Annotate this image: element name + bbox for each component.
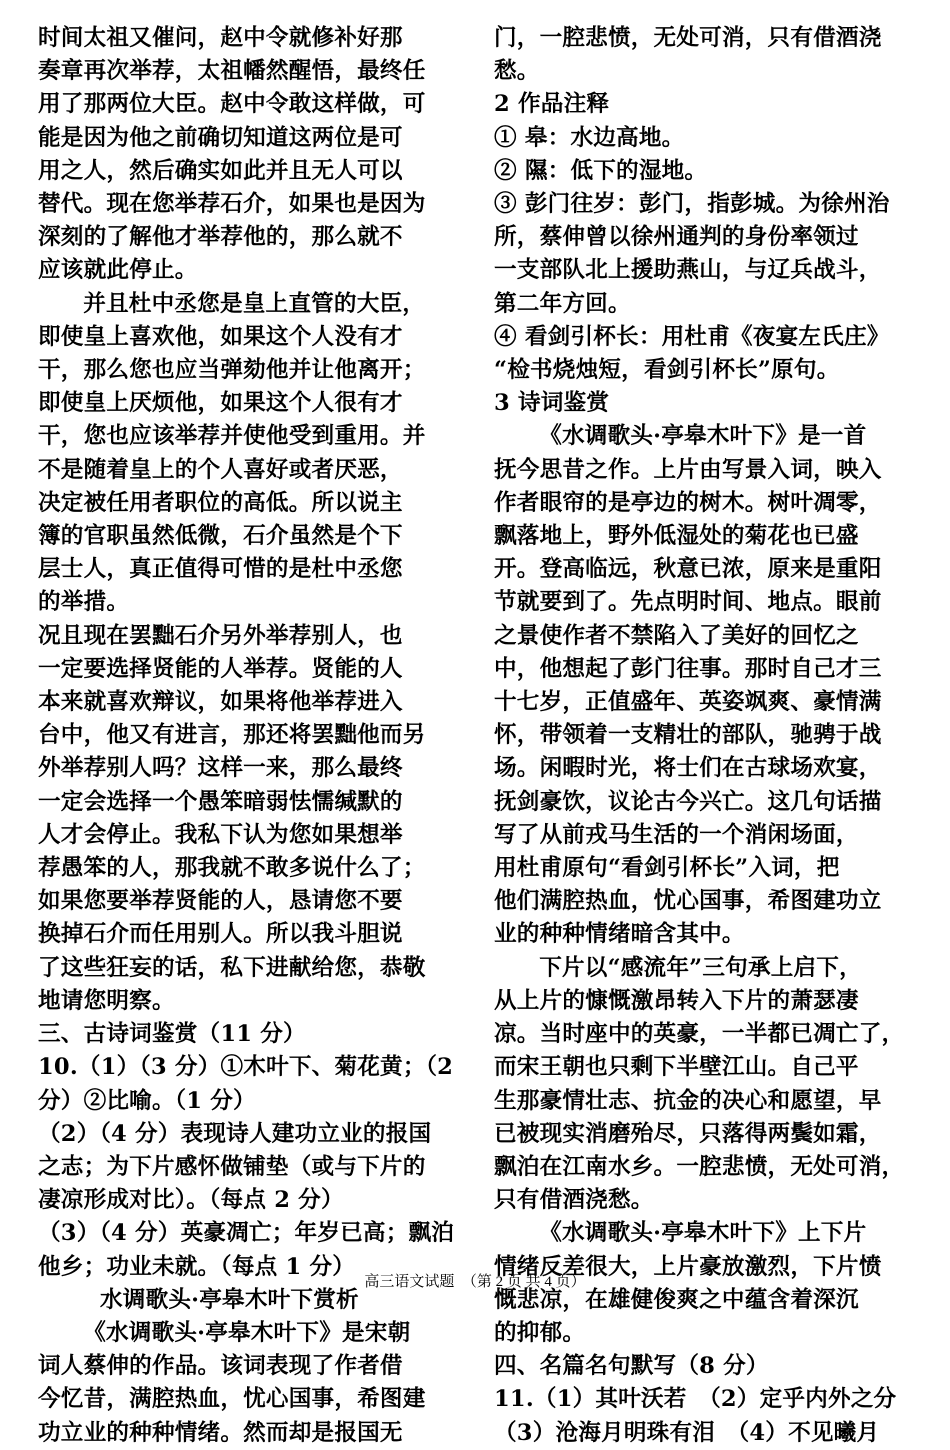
text-line: 外举荐别人吗？这样一来，那么最终: [38, 755, 403, 782]
text-line: 一定会选择一个愚笨暗弱怯懦缄默的: [38, 788, 403, 815]
right-column: [494, 22, 914, 1450]
text-line: 只有借酒浇愁。: [494, 1187, 654, 1214]
text-line: 了这些狂妄的话，私下进献给您，恭敬: [38, 954, 426, 981]
text-line: （2）（4 分）表现诗人建功立业的报国: [38, 1120, 432, 1147]
text-line: 的抑郁。: [494, 1319, 586, 1346]
text-line: 今忆昔，满腔热血，忧心国事，希图建: [38, 1386, 426, 1413]
text-line: 他乡；功业未就。（每点 1 分）: [38, 1253, 356, 1280]
text-line: 况且现在罢黜石介另外举荐别人，也: [38, 622, 403, 649]
text-line: 第二年方回。: [494, 290, 631, 317]
text-line: 飘落地上，野外低湿处的菊花也已盛: [494, 523, 859, 550]
text-line: 一支部队北上援助燕山，与辽兵战斗，: [494, 257, 882, 284]
text-line: 四、名篇名句默写（8 分）: [494, 1353, 769, 1380]
text-line: 慨悲凉，在雄健俊爽之中蕴含着深沉: [494, 1286, 859, 1313]
text-line: 《水调歌头·亭皋木叶下》上下片: [539, 1220, 867, 1247]
text-line: 中，他想起了彭门往事。那时自己才三: [494, 655, 882, 682]
text-line: 开。登高临远，秋意已浓，原来是重阳: [494, 556, 882, 583]
text-line: 层士人，真正值得可惜的是杜中丞您: [38, 556, 403, 583]
text-line: 三、古诗词鉴赏（11 分）: [38, 1021, 306, 1048]
text-line: 下片以“感流年”三句承上启下，: [539, 954, 862, 981]
text-line: 从上片的慷慨激昂转入下片的萧瑟凄: [494, 987, 859, 1014]
text-line: 即使皇上厌烦他，如果这个人很有才: [38, 390, 403, 417]
text-line: ① 皋：水边高地。: [494, 124, 685, 151]
text-line: 人才会停止。我私下认为您如果想举: [38, 821, 403, 848]
text-line: （3）沧海月明珠有泪 （4）不见曦月: [494, 1419, 880, 1446]
text-line: 干，那么您也应当弹劾他并让他离开；: [38, 357, 426, 384]
text-line: 写了从前戎马生活的一个消闲场面，: [494, 821, 859, 848]
text-line: 如果您要举荐贤能的人，恳请您不要: [38, 888, 403, 915]
text-line: 本来就喜欢辩议，如果将他举荐进入: [38, 689, 403, 716]
text-line: （3）（4 分）英豪凋亡；年岁已高；飘泊: [38, 1220, 455, 1247]
text-line: ④ 看剑引杯长：用杜甫《夜宴左氏庄》: [494, 323, 890, 350]
text-line: 抚剑豪饮，议论古今兴亡。这几句话描: [494, 788, 882, 815]
text-line: 业的种种情绪暗含其中。: [494, 921, 745, 948]
text-line: 干，您也应该举荐并使他受到重用。并: [38, 423, 426, 450]
text-line: 抚今思昔之作。上片由写景入词，映入: [494, 456, 882, 483]
text-line: 3 诗词鉴赏: [494, 390, 610, 417]
text-line: 水调歌头·亭皋木叶下赏析: [100, 1286, 359, 1313]
text-line: 地请您明察。: [38, 987, 175, 1014]
text-line: 已被现实消磨殆尽，只落得两鬓如霜，: [494, 1120, 882, 1147]
text-line: ③ 彭门往岁：彭门，指彭城。为徐州治: [494, 191, 890, 218]
page-footer: 高三语文试题 （第 2 页 共 4 页）: [364, 1274, 586, 1290]
text-line: 之景使作者不禁陷入了美好的回忆之: [494, 622, 859, 649]
text-line: 功立业的种种情绪。然而却是报国无: [38, 1419, 403, 1446]
text-line: 时间太祖又催问，赵中令就修补好那: [38, 25, 403, 51]
text-line: 决定被任用者职位的高低。所以说主: [38, 489, 403, 516]
text-line: 的举措。: [38, 589, 130, 616]
text-line: 场。闲暇时光，将士们在古球场欢宴，: [494, 755, 882, 782]
text-line: 词人蔡伸的作品。该词表现了作者借: [38, 1353, 403, 1380]
text-line: 节就要到了。先点明时间、地点。眼前: [494, 589, 882, 616]
text-line: 用之人，然后确实如此并且无人可以: [38, 157, 403, 184]
text-line: 即使皇上喜欢他，如果这个人没有才: [38, 323, 403, 350]
text-line: 并且杜中丞您是皇上直管的大臣，: [83, 290, 426, 317]
text-line: ② 隰：低下的湿地。: [494, 157, 708, 184]
text-line: 11.（1）其叶沃若 （2）定乎内外之分: [494, 1386, 897, 1413]
text-line: 荐愚笨的人，那我就不敢多说什么了；: [38, 855, 426, 882]
text-line: “检书烧烛短，看剑引杯长”原句。: [494, 357, 840, 384]
text-line: 深刻的了解他才举荐他的，那么就不: [38, 224, 403, 251]
text-line: 生那豪情壮志、抗金的决心和愿望，早: [494, 1087, 882, 1114]
text-line: 十七岁，正值盛年、英姿飒爽、豪情满: [494, 689, 882, 716]
text-line: 不是随着皇上的个人喜好或者厌恶，: [38, 456, 403, 483]
text-line: 《水调歌头·亭皋木叶下》是一首: [539, 423, 867, 450]
text-line: 门，一腔悲愤，无处可消，只有借酒浇: [494, 25, 882, 51]
left-column: [38, 22, 468, 1450]
text-line: 应该就此停止。: [38, 257, 198, 284]
text-line: 而宋王朝也只剩下半壁江山。自己平: [494, 1054, 859, 1081]
text-line: 飘泊在江南水乡。一腔悲愤，无处可消，: [494, 1153, 905, 1180]
text-line: 之志；为下片感怀做铺垫（或与下片的: [38, 1153, 426, 1180]
text-line: 凄凉形成对比）。（每点 2 分）: [38, 1187, 344, 1214]
text-line: 凉。当时座中的英豪，一半都已凋亡了，: [494, 1021, 905, 1048]
text-line: 怀，带领着一支精壮的部队，驰骋于战: [494, 722, 882, 749]
text-line: 《水调歌头·亭皋木叶下》是宋朝: [83, 1319, 411, 1346]
text-line: 换掉石介而任用别人。所以我斗胆说: [38, 921, 403, 948]
text-line: 簿的官职虽然低微，石介虽然是个下: [38, 523, 403, 550]
text-line: 作者眼帘的是亭边的树木。树叶凋零，: [494, 489, 882, 516]
text-line: 用杜甫原句“看剑引杯长”入词，把: [494, 855, 840, 882]
text-line: 台中，他又有进言，那还将罢黜他而另: [38, 722, 426, 749]
text-line: 愁。: [494, 58, 540, 85]
text-line: 所，蔡伸曾以徐州通判的身份率领过: [494, 224, 859, 251]
text-line: 奏章再次举荐，太祖幡然醒悟，最终任: [38, 58, 426, 85]
text-line: 分）②比喻。（1 分）: [38, 1087, 256, 1114]
text-line: 10.（1）（3 分）①木叶下、菊花黄；（2: [38, 1054, 454, 1081]
text-line: 一定要选择贤能的人举荐。贤能的人: [38, 655, 403, 682]
text-line: 用了那两位大臣。赵中令敢这样做，可: [38, 91, 426, 118]
text-line: 他们满腔热血，忧心国事，希图建功立: [494, 888, 882, 915]
text-line: 能是因为他之前确切知道这两位是可: [38, 124, 403, 151]
text-line: 替代。现在您举荐石介，如果也是因为: [38, 191, 426, 218]
text-line: 情绪反差很大，上片豪放激烈，下片愤: [494, 1253, 882, 1280]
text-line: 2 作品注释: [494, 91, 610, 118]
